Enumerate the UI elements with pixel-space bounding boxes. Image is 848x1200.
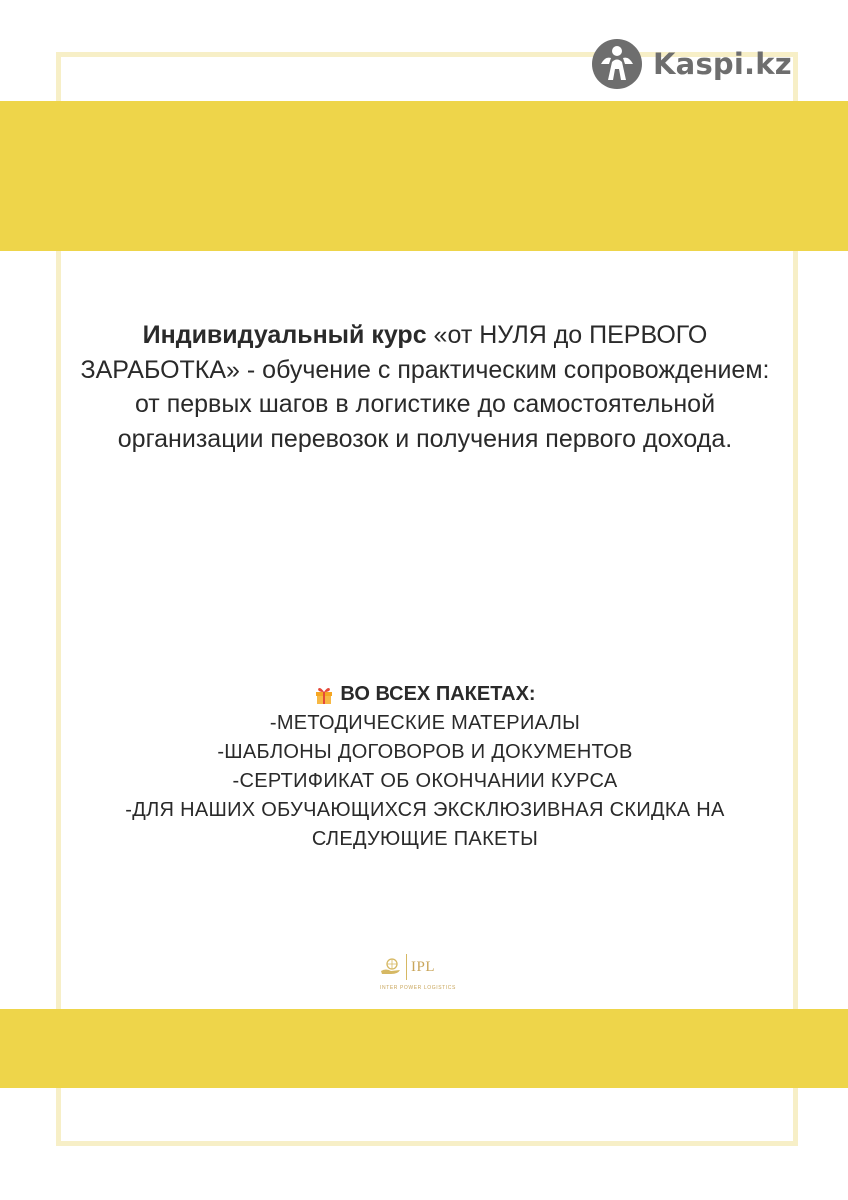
kaspi-logo-text: Kaspi.kz: [653, 47, 792, 81]
ipl-logo: [380, 952, 472, 996]
gift-icon: [314, 685, 334, 705]
ipl-logo-text: IPL: [411, 958, 435, 975]
packages-heading-row: [80, 680, 770, 709]
ipl-logo-subtitle: INTER POWER LOGISTICS: [380, 985, 456, 991]
package-item: -ДЛЯ НАШИХ ОБУЧАЮЩИХСЯ ЭКСКЛЮЗИВНАЯ СКИДКА НА СЛЕДУЮЩИЕ ПАКЕТЫ: [125, 799, 725, 850]
logo-divider: [406, 954, 407, 980]
course-intro: [80, 318, 770, 456]
kaspi-logo[interactable]: [591, 36, 792, 92]
course-title: Индивидуальный курс: [142, 321, 427, 349]
packages-heading: ВО ВСЕХ ПАКЕТАХ:: [340, 683, 536, 705]
package-item: -ШАБЛОНЫ ДОГОВОРОВ И ДОКУМЕНТОВ: [217, 741, 633, 763]
hand-globe-icon: [380, 957, 402, 977]
packages-block: [80, 680, 770, 854]
package-item: -СЕРТИФИКАТ ОБ ОКОНЧАНИИ КУРСА: [232, 770, 618, 792]
kaspi-logo-icon: [591, 38, 643, 90]
course-description: «от НУЛЯ до ПЕРВОГО ЗАРАБОТКА» - обучение с практическим сопровождением: от первых шагов в логистике до самостоятельной организации перевозок и получения первого дохода.: [80, 321, 770, 453]
bottom-yellow-band: [0, 1009, 848, 1088]
top-yellow-band: [0, 101, 848, 251]
package-item: -МЕТОДИЧЕСКИЕ МАТЕРИАЛЫ: [269, 712, 581, 734]
